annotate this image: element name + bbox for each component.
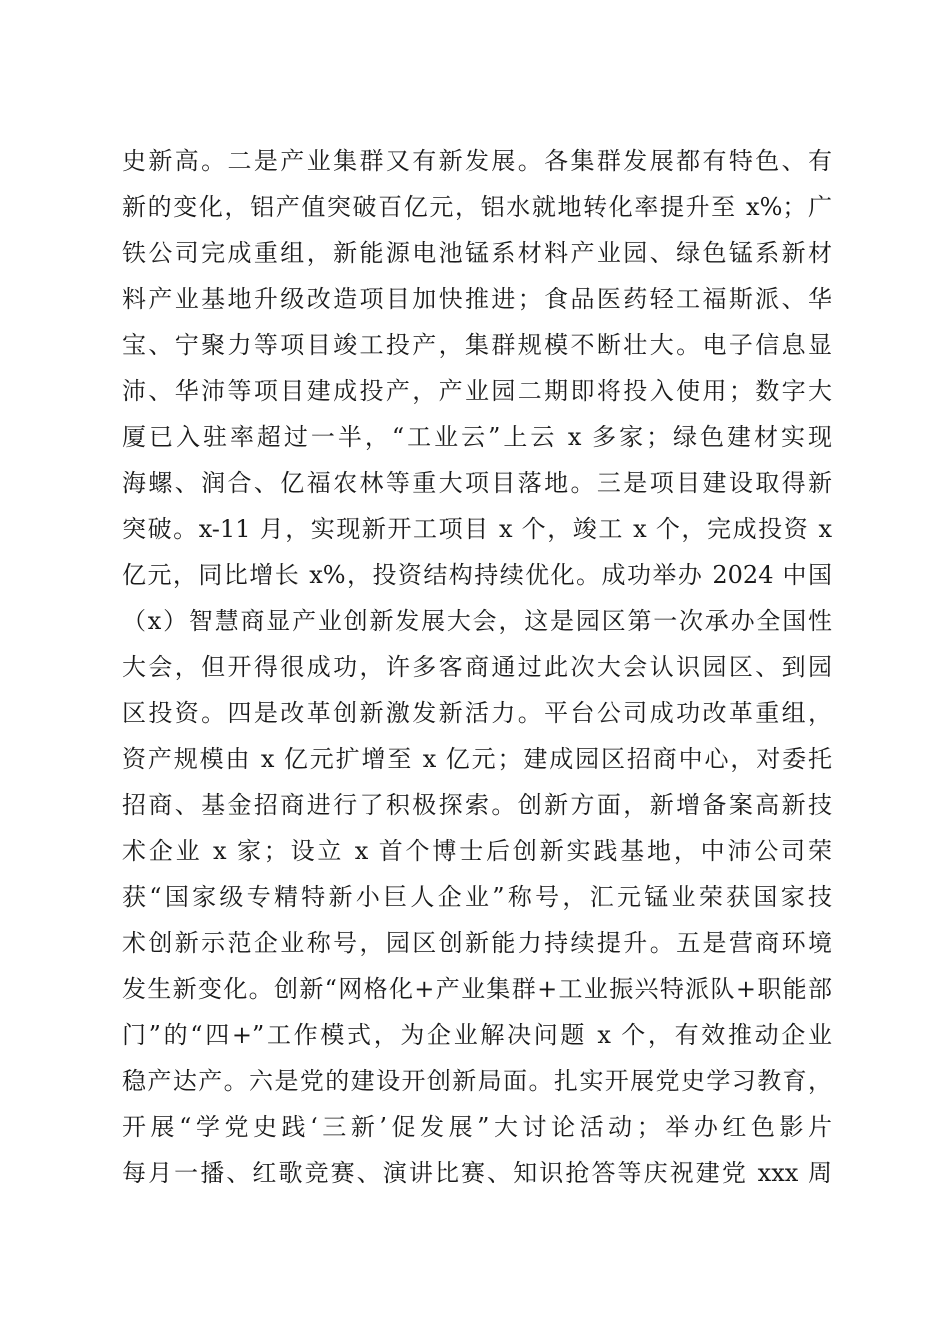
text-line: 招商、基金招商进行了积极探索。创新方面，新增备案高新技 — [122, 791, 832, 819]
text-line: 史新高。二是产业集群又有新发展。各集群发展都有特色、有 — [122, 147, 832, 175]
text-line: 稳产达产。六是党的建设开创新局面。扎实开展党史学习教育， — [122, 1067, 832, 1095]
text-line: 开展“学党史践‘三新’促发展”大讨论活动；举办红色影片 — [122, 1113, 832, 1141]
text-line: 厦已入驻率超过一半，“工业云”上云 x 多家；绿色建材实现 — [122, 423, 832, 451]
text-line: 获“国家级专精特新小巨人企业”称号，汇元锰业荣获国家技 — [122, 883, 832, 911]
text-line: 术企业 x 家；设立 x 首个博士后创新实践基地，中沛公司荣 — [122, 837, 832, 865]
text-line: 术创新示范企业称号，园区创新能力持续提升。五是营商环境 — [122, 929, 832, 957]
body-paragraph — [122, 138, 832, 1196]
text-line: 料产业基地升级改造项目加快推进；食品医药轻工福斯派、华 — [122, 285, 832, 313]
text-line: 新的变化，铝产值突破百亿元，铝水就地转化率提升至 x%；广 — [122, 193, 832, 221]
text-line: 铁公司完成重组，新能源电池锰系材料产业园、绿色锰系新材 — [122, 239, 832, 267]
text-line: 发生新变化。创新“网格化+产业集群+工业振兴特派队+职能部 — [122, 975, 832, 1003]
text-line: 海螺、润合、亿福农林等重大项目落地。三是项目建设取得新 — [122, 469, 832, 497]
text-line: 区投资。四是改革创新激发新活力。平台公司成功改革重组， — [122, 699, 832, 727]
text-line: 沛、华沛等项目建成投产，产业园二期即将投入使用；数字大 — [122, 377, 832, 405]
text-line: 大会，但开得很成功，许多客商通过此次大会认识园区、到园 — [122, 653, 832, 681]
text-line: 宝、宁聚力等项目竣工投产，集群规模不断壮大。电子信息显 — [122, 331, 832, 359]
text-line: 门”的“四+”工作模式，为企业解决问题 x 个，有效推动企业 — [122, 1021, 832, 1049]
text-line: 每月一播、红歌竞赛、演讲比赛、知识抢答等庆祝建党 xxx 周 — [122, 1159, 832, 1187]
text-line: 资产规模由 x 亿元扩增至 x 亿元；建成园区招商中心，对委托 — [122, 745, 832, 773]
text-line: （x）智慧商显产业创新发展大会，这是园区第一次承办全国性 — [122, 607, 832, 635]
text-line: 亿元，同比增长 x%，投资结构持续优化。成功举办 2024 中国 — [122, 561, 832, 589]
text-line: 突破。x-11 月，实现新开工项目 x 个，竣工 x 个，完成投资 x — [122, 515, 832, 543]
